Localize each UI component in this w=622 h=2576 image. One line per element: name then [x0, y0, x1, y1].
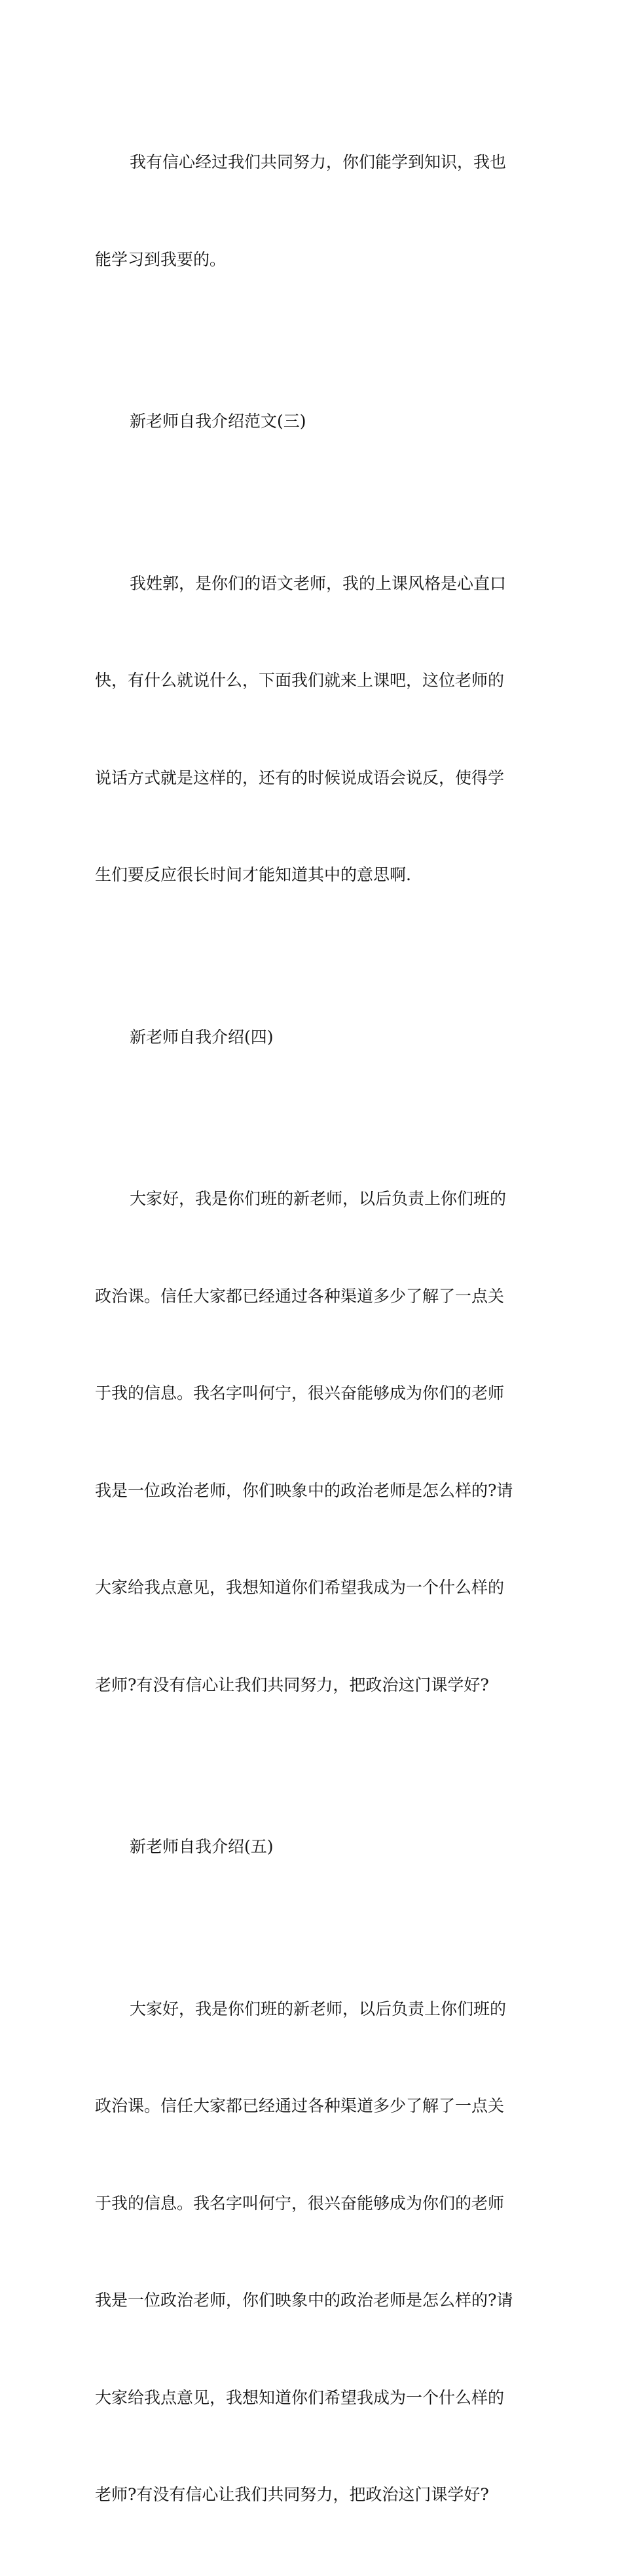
paragraph-closing-confidence	[95, 81, 530, 340]
text-line: 我姓郭，是你们的语文老师，我的上课风格是心直口	[130, 573, 507, 593]
text-line: 大家好，我是你们班的新老师，以后负责上你们班的	[130, 1189, 507, 1208]
heading-text: 新老师自我介绍(五)	[130, 1837, 274, 1856]
text-line: 生们要反应很长时间才能知道其中的意思啊.	[95, 865, 411, 884]
text-line: 于我的信息。我名字叫何宁，很兴奋能够成为你们的老师	[95, 1384, 505, 1403]
text-line: 我有信心经过我们共同努力，你们能学到知识，我也	[130, 152, 507, 171]
section-heading-5	[95, 1766, 530, 1928]
text-line: 快，有什么就说什么，下面我们就来上课吧，这位老师的	[95, 671, 505, 690]
text-line: 政治课。信任大家都已经通过各种渠道多少了解了一点关	[95, 1286, 505, 1306]
text-line: 我是一位政治老师，你们映象中的政治老师是怎么样的?请	[95, 2291, 513, 2310]
text-line: 大家好，我是你们班的新老师，以后负责上你们班的	[130, 1999, 507, 2018]
paragraph-intro-he-ning-1	[95, 1118, 530, 1766]
heading-text: 新老师自我介绍范文(三)	[130, 412, 306, 431]
text-line: 政治课。信任大家都已经通过各种渠道多少了解了一点关	[95, 2096, 505, 2115]
text-line: 于我的信息。我名字叫何宁，很兴奋能够成为你们的老师	[95, 2193, 505, 2213]
section-heading-3	[95, 340, 530, 503]
document-body	[95, 81, 530, 2576]
text-line: 我是一位政治老师，你们映象中的政治老师是怎么样的?请	[95, 1480, 513, 1500]
text-line: 能学习到我要的。	[95, 249, 227, 269]
paragraph-intro-guo	[95, 503, 530, 956]
paragraph-intro-he-ning-2	[95, 1928, 530, 2576]
text-line: 老师?有没有信心让我们共同努力，把政治这门课学好?	[95, 2485, 489, 2504]
text-line: 大家给我点意见，我想知道你们希望我成为一个什么样的	[95, 1578, 505, 1597]
section-heading-4	[95, 956, 530, 1118]
text-line: 说话方式就是这样的，还有的时候说成语会说反，使得学	[95, 768, 505, 787]
text-line: 大家给我点意见，我想知道你们希望我成为一个什么样的	[95, 2388, 505, 2407]
heading-text: 新老师自我介绍(四)	[130, 1027, 274, 1046]
text-line: 老师?有没有信心让我们共同努力，把政治这门课学好?	[95, 1675, 489, 1694]
